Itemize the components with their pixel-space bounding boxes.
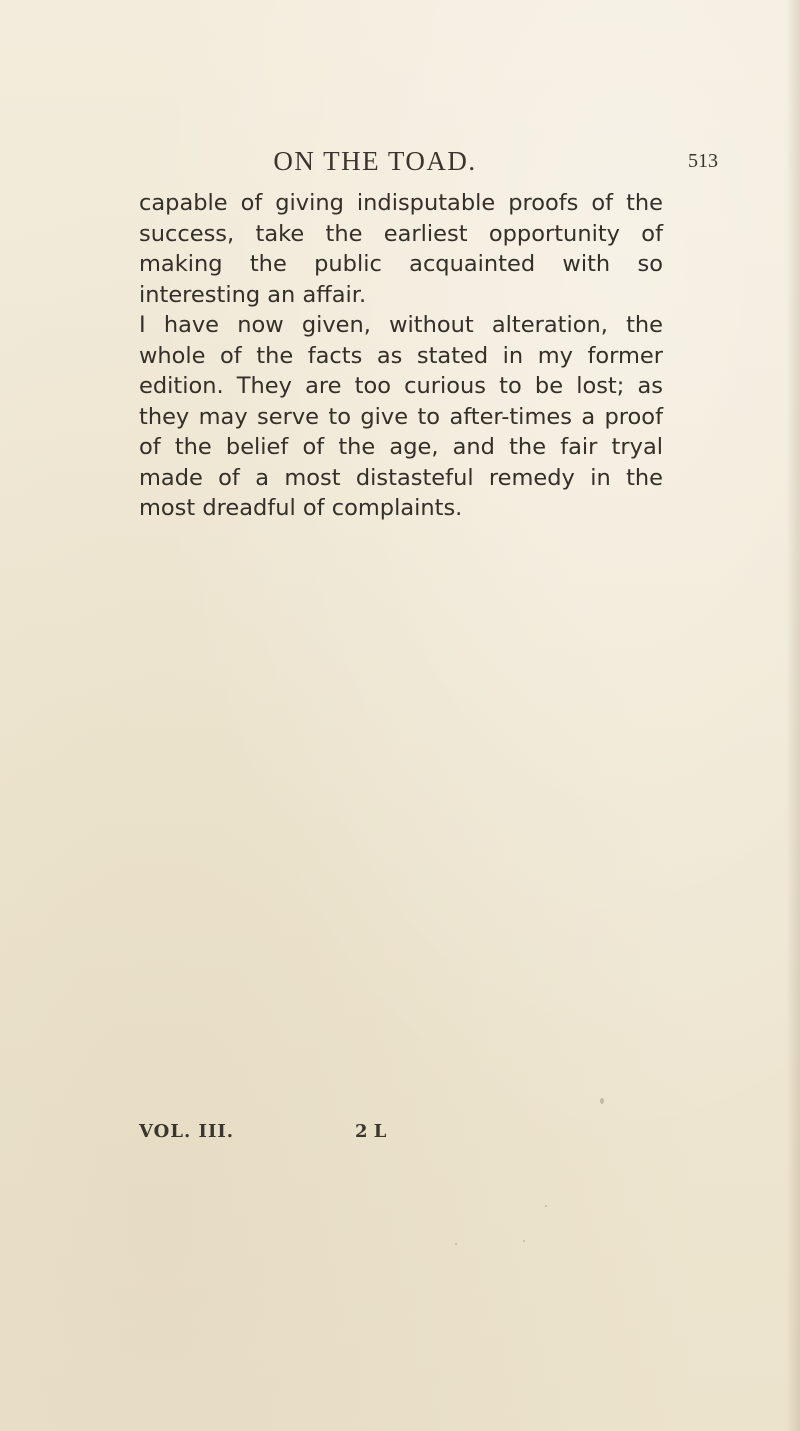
running-head [0,146,800,182]
paragraph-1: capable of giving indisputable proofs of the success, take the earliest opportunity of making the public acquainted with so interesting an affair. [139,190,663,308]
paper-speck [455,1243,457,1245]
paper-speck [600,1098,604,1104]
running-title: ON THE TOAD. [273,146,477,176]
body-text [139,188,663,524]
paper-speck [523,1240,525,1242]
page-edge-shadow [786,0,800,1431]
page-number: 513 [688,150,718,172]
paragraph-2: I have now given, without alteration, the whole of the facts as stated in my former edition. They are too curious to be lost; as they may serve to give to after-times a proof of the belief of the age, and the fair tryal made of a most distasteful remedy in the most dreadful of complaints. [139,312,663,521]
volume-mark: VOL. III. [139,1121,235,1142]
paper-speck [545,1205,547,1207]
footer-line [139,1121,663,1151]
signature-mark: 2 L [355,1121,387,1142]
